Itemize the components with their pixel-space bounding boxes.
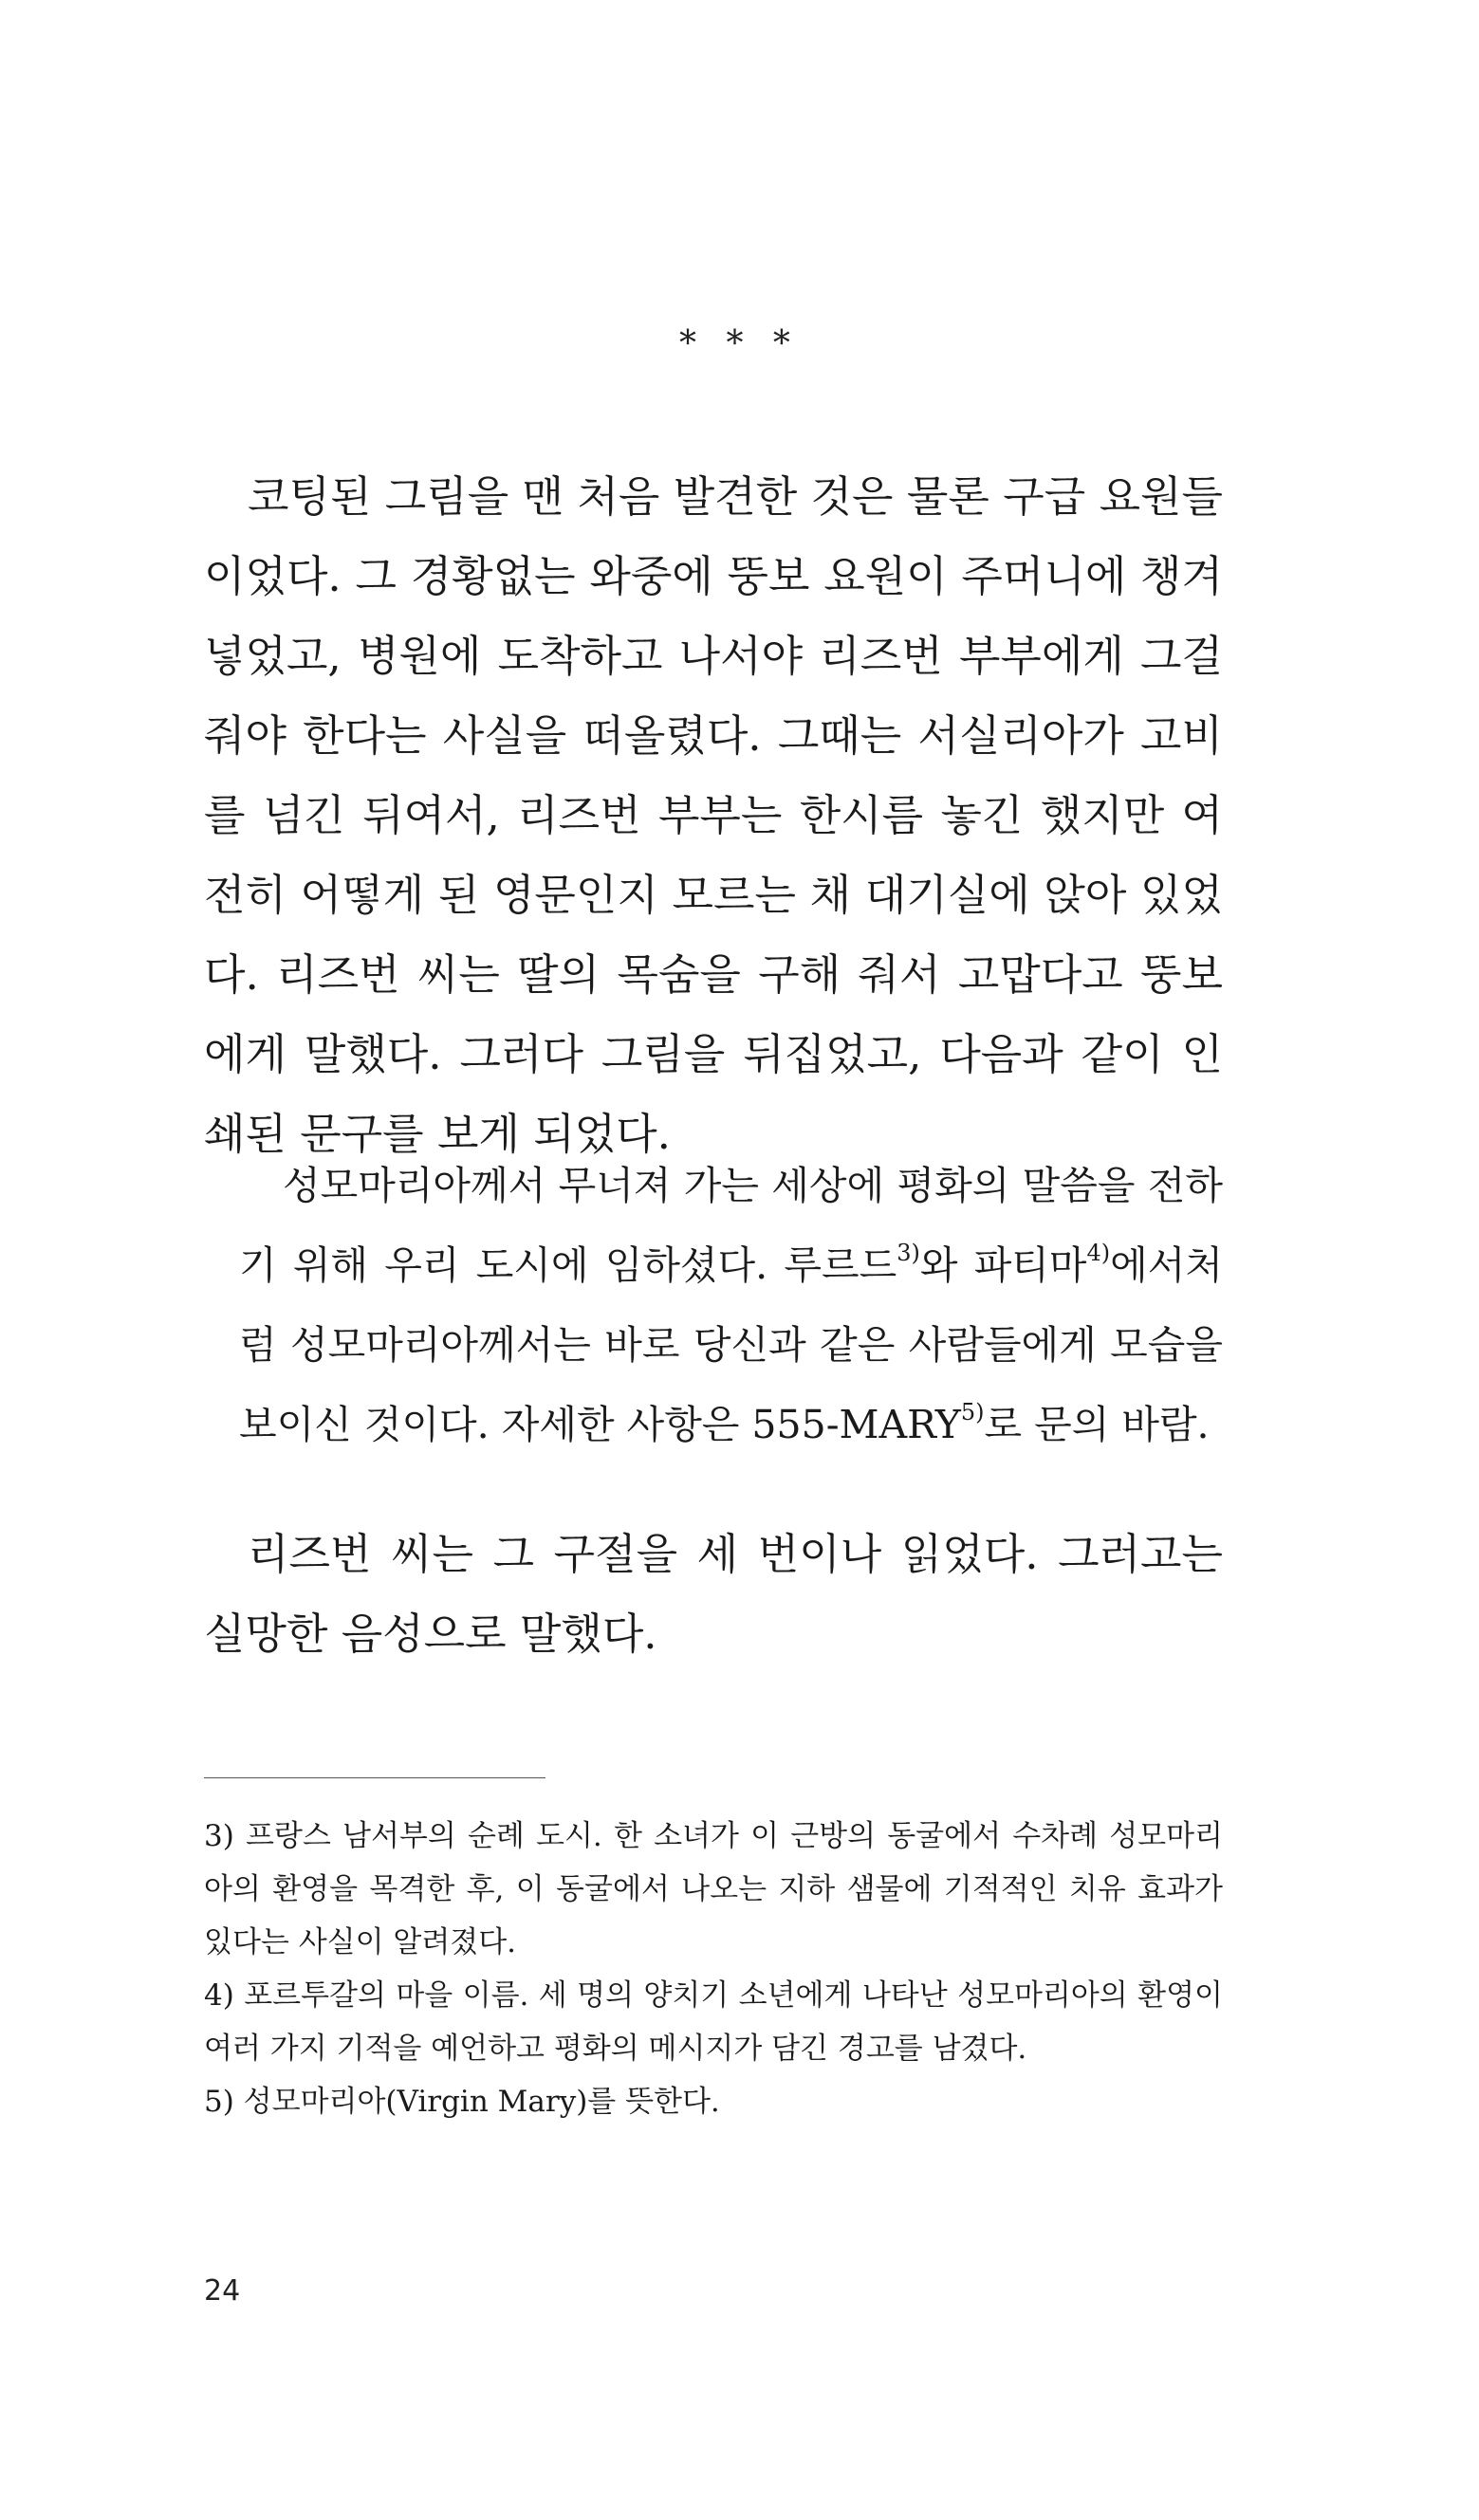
quote-text-part-4: 로 문의 바람. [984,1402,1210,1447]
body-paragraph-1 [204,457,1223,1174]
footnote-ref-5: 5) [960,1399,985,1426]
footnote-3: 3) 프랑스 남서부의 순례 도시. 한 소녀가 이 근방의 동굴에서 수차례 성모마리아의 환영을 목격한 후, 이 동굴에서 나오는 지하 샘물에 기적적인 치유 효과가 있다는 사실이 알려졌다. [204,1819,1223,1959]
paragraph-text: 리즈번 씨는 그 구절을 세 번이나 읽었다. 그러고는 실망한 음성으로 말했다. [204,1529,1223,1659]
footnote-ref-3: 3) [897,1240,920,1267]
quote-text-part-3: 에서처럼 성모마리아께서는 바로 당신과 같은 사람들에게 모습을 보이신 것이다. 자세한 사항은 555-MARY [239,1242,1223,1447]
quote-text-part-2: 와 파티마 [919,1242,1087,1288]
body-paragraph-2 [204,1515,1223,1674]
footnote-4: 4) 포르투갈의 마을 이름. 세 명의 양치기 소년에게 나타난 성모마리아의 환영이 여러 가지 기적을 예언하고 평화의 메시지가 담긴 경고를 남겼다. [204,1978,1223,2066]
footnote-divider [204,1777,545,1778]
section-separator: * * * [679,324,800,363]
quote-paragraph [239,1146,1223,1464]
footnotes [204,1810,1223,2128]
footnote-ref-4: 4) [1086,1240,1111,1267]
paragraph-text: 코팅된 그림을 맨 처음 발견한 것은 물론 구급 요원들이었다. 그 경황없는 와중에 뚱보 요원이 주머니에 챙겨 넣었고, 병원에 도착하고 나서야 리즈번 부부에게 그걸 줘야 한다는 사실을 떠올렸다. 그때는 서실리아가 고비를 넘긴 뒤여서, 리즈번 부부는 한시름 놓긴 했지만 여전히 어떻게 된 영문인지 모르는 채 대기실에 앉아 있었다. 리즈번 씨는 딸의 목숨을 구해 줘서 고맙다고 뚱보에게 말했다. 그러다 그림을 뒤집었고, 다음과 같이 인쇄된 문구를 보게 되었다. [204,471,1224,1159]
page-number: 24 [204,2274,241,2308]
quoted-flyer-text [239,1146,1223,1464]
footnote-5: 5) 성모마리아(Virgin Mary)를 뜻한다. [204,2085,720,2119]
quote-text-part-1: 성모마리아께서 무너져 가는 세상에 평화의 말씀을 전하기 위해 우리 도시에 임하셨다. 루르드 [239,1163,1223,1288]
